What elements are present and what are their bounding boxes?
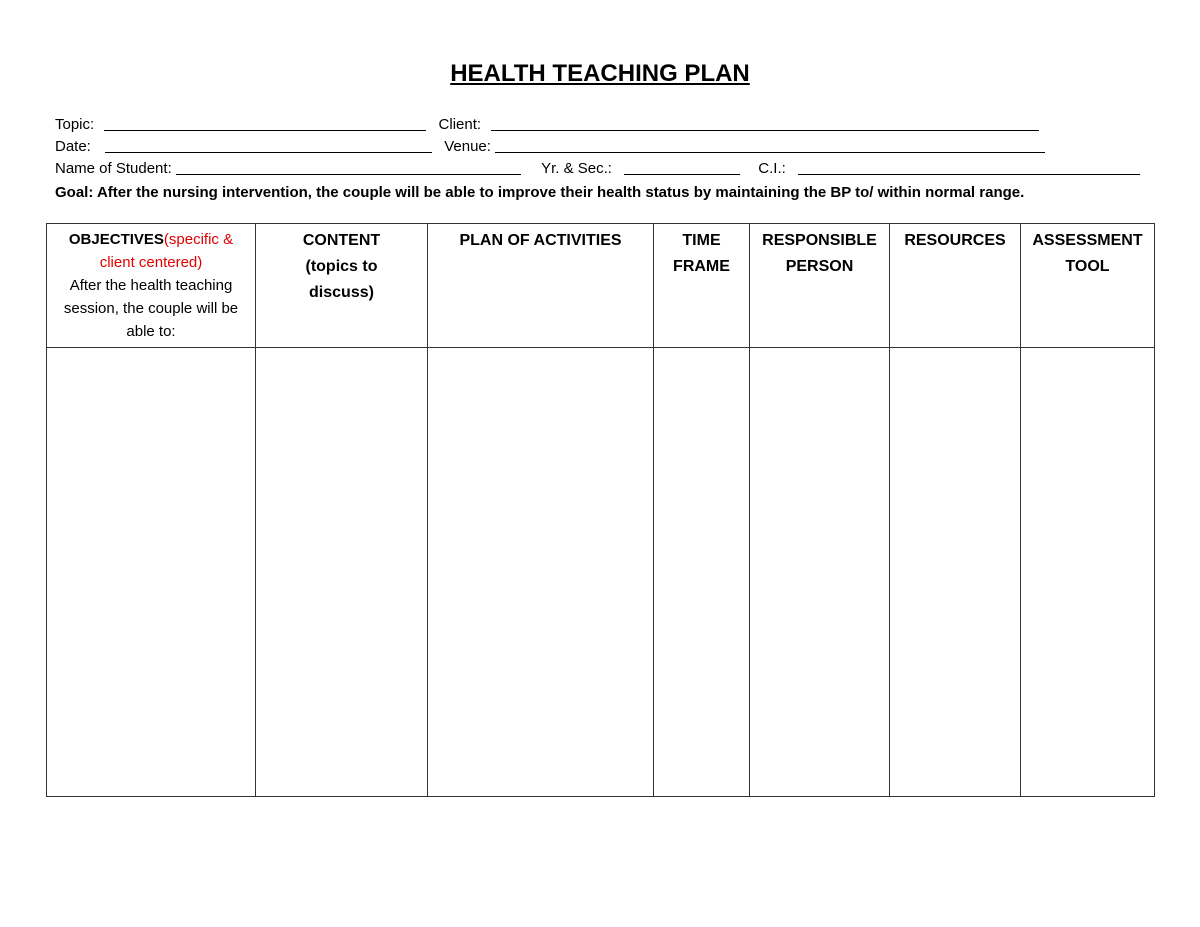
header-responsible-person: RESPONSIBLE PERSON bbox=[750, 224, 890, 348]
document-title: HEALTH TEACHING PLAN bbox=[450, 60, 750, 87]
header-content: CONTENT (topics to discuss) bbox=[256, 224, 428, 348]
student-label: Name of Student: bbox=[55, 160, 172, 177]
topic-field[interactable] bbox=[104, 116, 426, 131]
student-field[interactable] bbox=[176, 160, 521, 175]
objectives-qualifier: (specific & client centered) bbox=[99, 231, 234, 271]
table-row bbox=[47, 348, 1155, 797]
header-row bbox=[47, 224, 1155, 348]
date-label: Date: bbox=[55, 138, 91, 155]
objectives-note: After the health teaching session, the couple will be able to: bbox=[63, 277, 239, 340]
ci-field[interactable] bbox=[798, 160, 1140, 175]
teaching-plan-table bbox=[46, 223, 1155, 797]
header-plan: PLAN OF ACTIVITIES bbox=[428, 224, 654, 348]
ci-label: C.I.: bbox=[758, 160, 786, 177]
topic-label: Topic: bbox=[55, 116, 95, 133]
venue-label: Venue: bbox=[444, 138, 491, 155]
date-venue-row bbox=[55, 138, 1045, 155]
header-time-frame: TIME FRAME bbox=[654, 224, 750, 348]
venue-field[interactable] bbox=[495, 138, 1045, 153]
content-cell[interactable] bbox=[256, 348, 428, 797]
plan-cell[interactable] bbox=[428, 348, 654, 797]
client-field[interactable] bbox=[491, 116, 1039, 131]
assessment-tool-cell[interactable] bbox=[1021, 348, 1155, 797]
date-field[interactable] bbox=[105, 138, 432, 153]
yr-sec-field[interactable] bbox=[624, 160, 740, 175]
student-row bbox=[55, 160, 1140, 177]
yr-sec-label: Yr. & Sec.: bbox=[541, 160, 612, 177]
resources-cell[interactable] bbox=[890, 348, 1021, 797]
responsible-person-cell[interactable] bbox=[750, 348, 890, 797]
time-frame-cell[interactable] bbox=[654, 348, 750, 797]
header-objectives bbox=[47, 224, 256, 348]
topic-client-row bbox=[55, 116, 1039, 133]
goal-statement: Goal: After the nursing intervention, the couple will be able to improve their health status by maintaining the BP to/ within normal range. bbox=[55, 184, 1025, 201]
client-label: Client: bbox=[438, 116, 482, 133]
objectives-label: OBJECTIVES bbox=[68, 231, 164, 248]
header-resources: RESOURCES bbox=[890, 224, 1021, 348]
objectives-cell[interactable] bbox=[47, 348, 256, 797]
header-assessment-tool: ASSESSMENT TOOL bbox=[1021, 224, 1155, 348]
